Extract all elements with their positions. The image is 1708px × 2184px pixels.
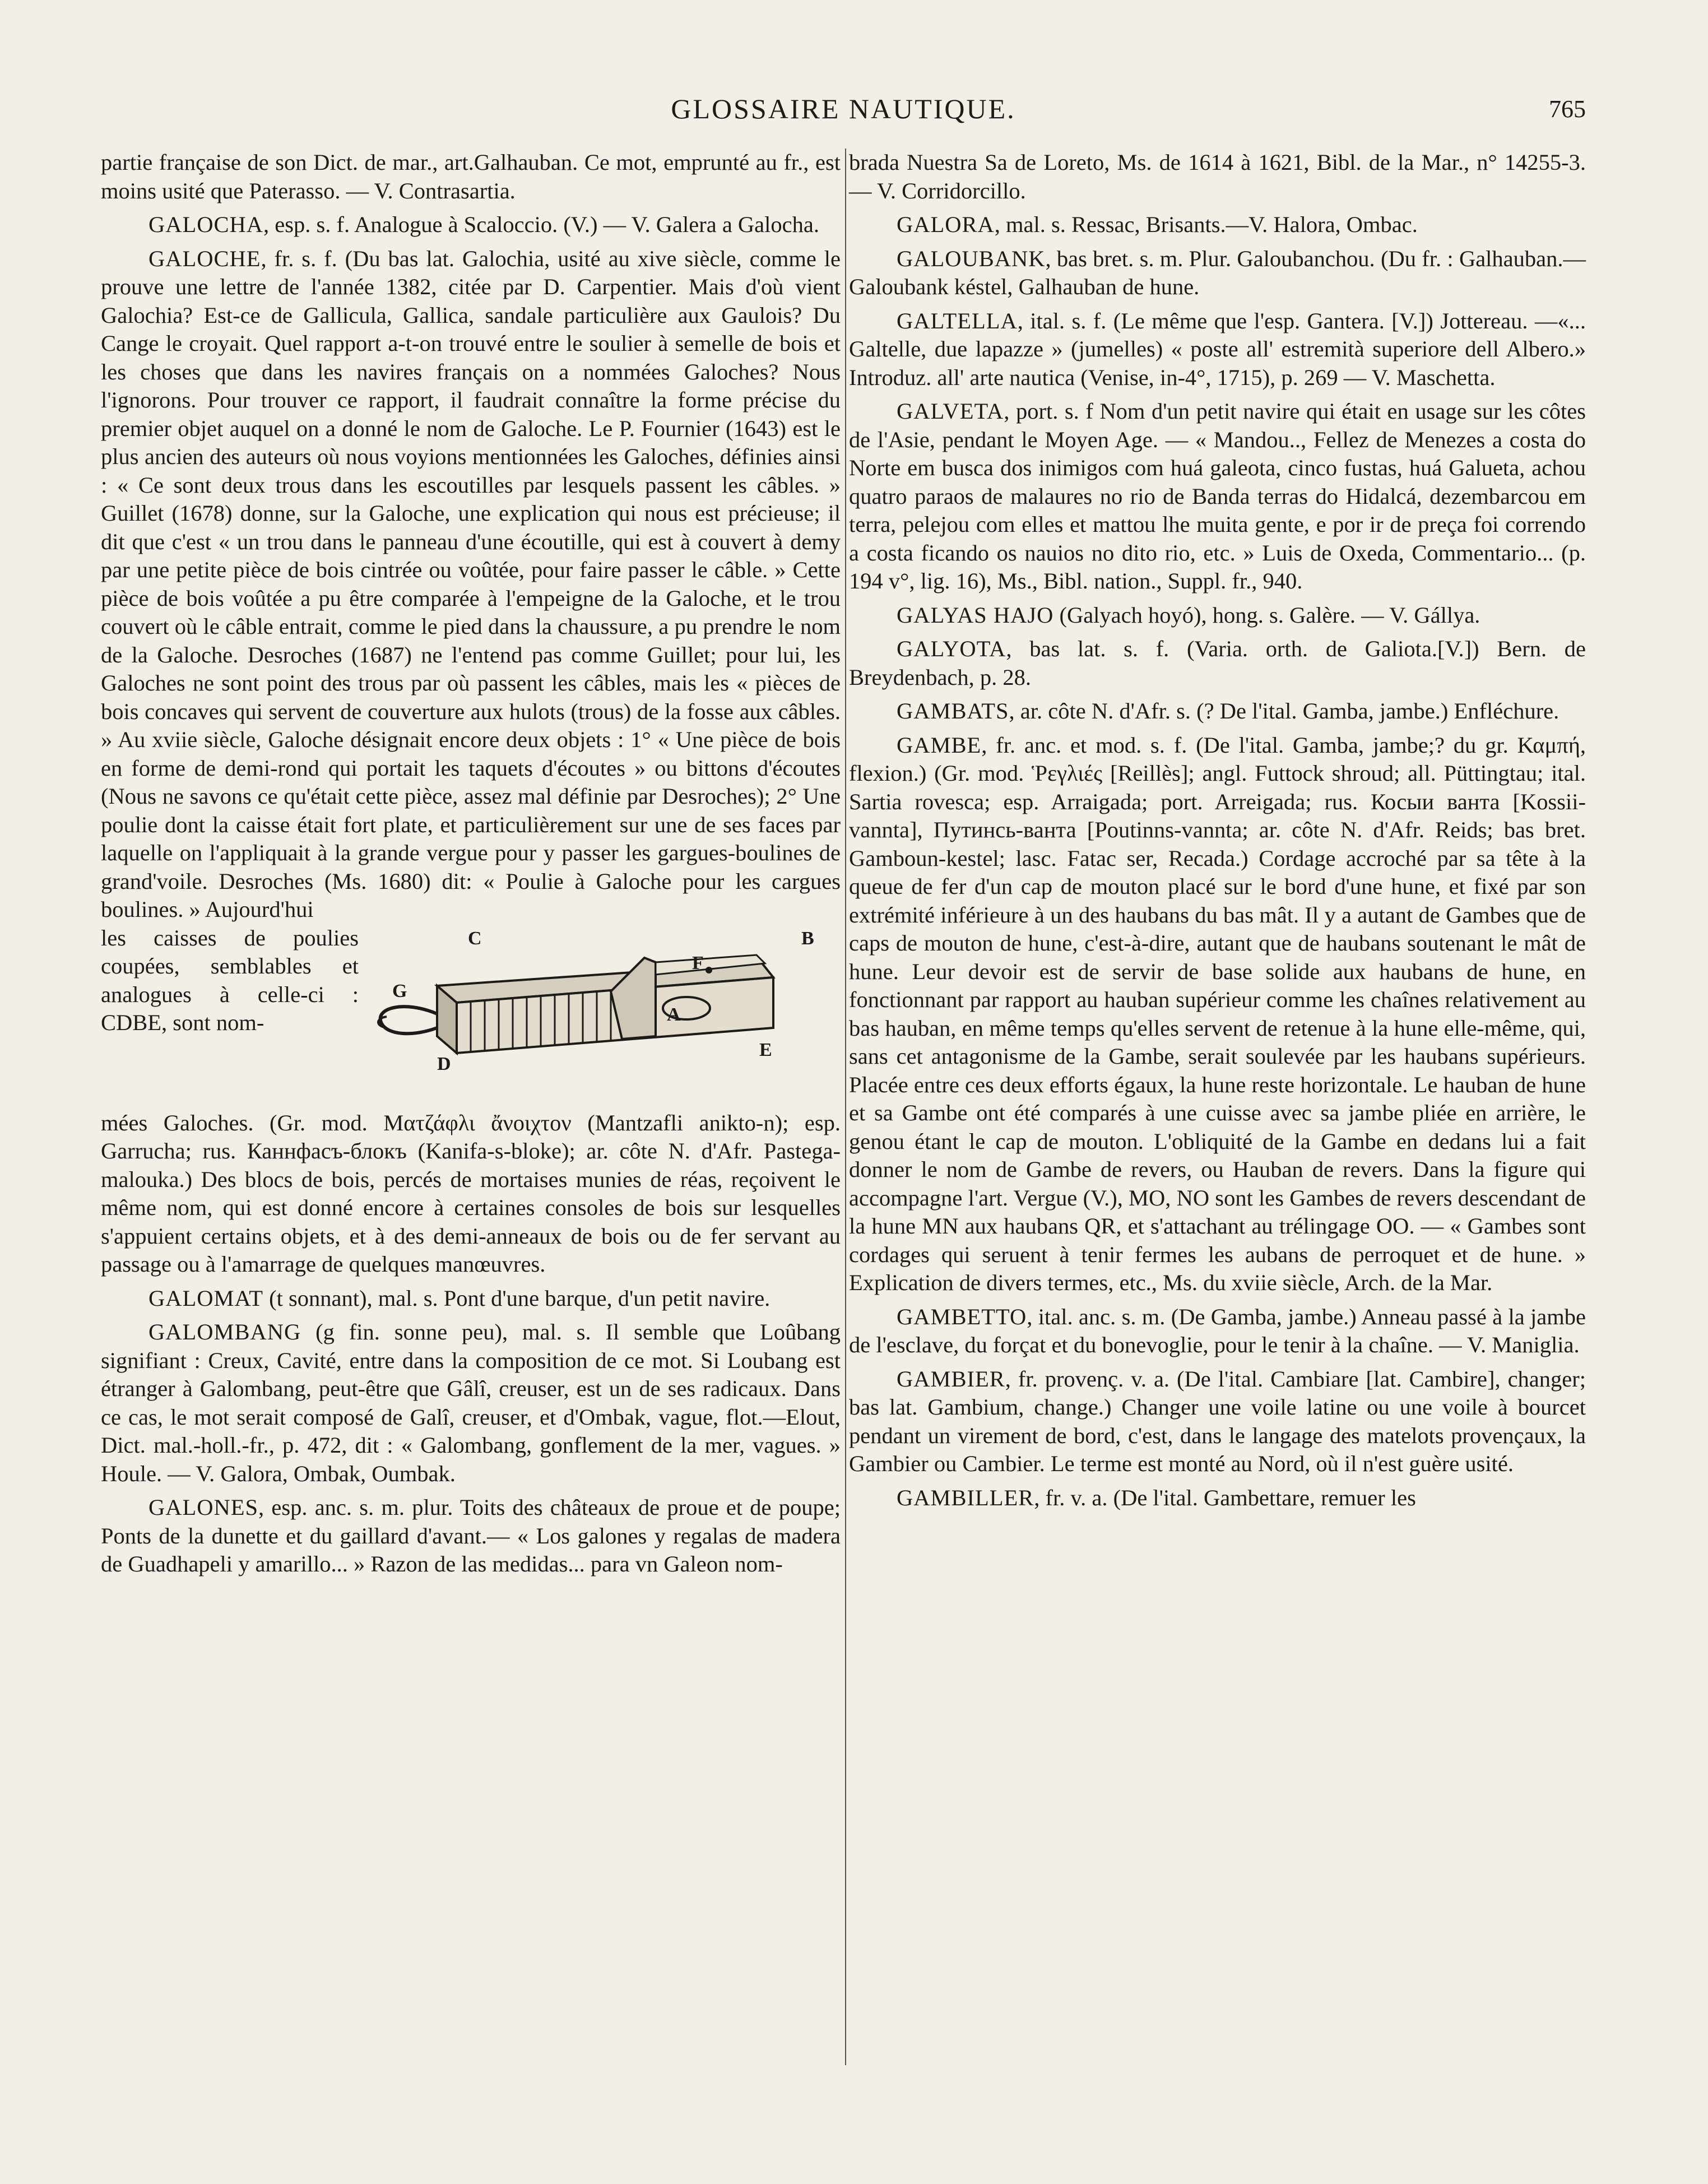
headword: GAMBIER	[897, 1366, 1005, 1392]
entry-galoche-continued: mées Galoches. (Gr. mod. Ματζάφλι ἄνοιχτον (Mantzafli anikto-n); esp. Garrucha; rus. Каннфасъ-блокъ (Kanifa-s-bloke); ar. côte N. d'Afr. Pastega-malouka.) Des blocs de bois, percés de mortaises munies de réas, reçoivent le même nom, qui est donné encore à certaines consoles de bois sur lesquelles s'appuient certains objets, et à des demi-anneaux de bois ou de fer servant au passage ou à l'amarrage de quelques manœuvres.	[101, 1110, 841, 1277]
headword: GAMBATS	[897, 698, 1009, 724]
headword: GALONES	[148, 1495, 258, 1520]
entry-body: (g fin. sonne peu), mal. s. Il semble que Loûbang signifiant : Creux, Cavité, entre dans la composition de ce mot. Si Loubang est étranger à Galombang, peut-être que Gâlî, creuser, est un de ses radicaux. Dans ce cas, le mot serait composé de Galî, creuser, et d'Ombak, vague, flot.—Elout, Dict. mal.-holl.-fr., p. 472, dit : « Galombang, gonflement de la mer, vagues. » Houle. — V. Galora, Ombak, Oumbak.	[101, 1319, 841, 1486]
entry-galoche	[101, 245, 841, 924]
entry-gambetto	[849, 1303, 1586, 1360]
entry-galoubank	[849, 245, 1586, 302]
entry-body: , mal. s. Ressac, Brisants.—V. Halora, Ombac.	[994, 212, 1418, 237]
entry-body: (Galyach hoyó), hong. s. Galère. — V. Gállya.	[1053, 602, 1480, 628]
entry-body: (t sonnant), mal. s. Pont d'une barque, d'un petit navire.	[263, 1285, 771, 1311]
page-number: 765	[1549, 95, 1586, 123]
entry-body: , ital. s. f. (Le même que l'esp. Gantera. [V.]) Jottereau. —«... Galtelle, due lapazze » (jumelles) « poste all' estremità superiore dell Albero.» Introduz. all' arte nautica (Venise, in-4°, 1715), p. 269 — V. Maschetta.	[849, 308, 1586, 390]
entry-galyas-hajo	[849, 601, 1586, 630]
right-column	[849, 149, 1586, 1518]
headword: GALOMBANG	[148, 1319, 301, 1344]
entry-galombang	[101, 1318, 841, 1488]
entry-body: , bas lat. s. f. (Varia. orth. de Galiota.[V.]) Bern. de Breydenbach, p. 28.	[849, 636, 1586, 690]
entry-body: , fr. provenç. v. a. (De l'ital. Cambiare [lat. Cambire], changer; bas lat. Gambium, change.) Changer une voile latine ou une voile à bourcet pendant un virement de bord, c'est, dans le langage des matelots provençaux, la Gambier ou Cambier. Le terme est monté au Nord, où il n'est guère usité.	[849, 1366, 1586, 1476]
entry-body: , ital. anc. s. m. (De Gamba, jambe.) Anneau passé à la jambe de l'esclave, du forçat et du bonevoglie, pour le tenir à la chaîne. — V. Maniglia.	[849, 1304, 1586, 1357]
entry-gambier	[849, 1365, 1586, 1478]
galoche-figure-block	[101, 924, 841, 1109]
entry-galveta	[849, 397, 1586, 596]
running-head: GLOSSAIRE NAUTIQUE.	[671, 93, 1016, 124]
entry-gambats	[849, 697, 1586, 726]
pin	[706, 967, 712, 973]
entry-body: , fr. s. f. (Du bas lat. Galochia, usité au xive siècle, comme le prouve une lettre de l'année 1382, citée par D. Carpentier. Mais d'où vient Galochia? Est-ce de Gallicula, Gallica, sandale particulière aux Gaulois? Du Cange le croyait. Quel rapport a-t-on trouvé entre le soulier à semelle de bois et les choses que dans les navires français on a nommées Galoches? Nous l'ignorons. Pour trouver ce rapport, il faudrait connaître la forme précise du premier objet auquel on a donné le nom de Galoche. Le P. Fournier (1643) est le plus ancien des auteurs où nous voyions mentionnées les Galoches, définies ainsi : « Ce sont deux trous dans les escoutilles par lesquels passent les câbles. » Guillet (1678) donne, sur la Galoche, une explication qui nous est précieuse; il dit que c'est « un trou dans le panneau d'une écoutille, qui est à couvert à demy par une petite pièce de bois cintrée ou voûtée, pour faire passer le câble. » Cette pièce de bois voûtée a pu être comparée à l'empeigne de la Galoche, et le trou couvert où le câble entrait, comme le pied dans la chaussure, a pu prendre le nom de la Galoche. Desroches (1687) ne l'entend pas comme Guillet; pour lui, les Galoches ne sont point des trous par où passent les câbles, mais les « pièces de bois concaves qui servent de couverture aux hulots (trous) de la fosse aux câbles. » Au xviie siècle, Galoche désignait encore deux objets : 1° « Une pièce de bois en forme de demi-rond qui portait les taquets d'écoutes » ou bittons d'écoutes (Nous ne savons ce qu'était cette pièce, assez mal définie par Desroches); 2° Une poulie dont la caisse était fort plate, et particulièrement sur une de ses faces par laquelle on l'appliquait à la grande vergue pour y passer les gargues-boulines de grand'voile. Desroches (Ms. 1680) dit: « Poulie à Galoche pour les cargues boulines. » Aujourd'hui	[101, 245, 841, 922]
entry-body: , ar. côte N. d'Afr. s. (? De l'ital. Gamba, jambe.) Enfléchure.	[1009, 698, 1560, 724]
entry-body: , fr. v. a. (De l'ital. Gambettare, remuer les	[1034, 1485, 1416, 1510]
label-f: F	[692, 952, 704, 973]
headword: GALVETA	[897, 398, 1004, 424]
label-a: A	[667, 1004, 681, 1025]
label-c: C	[468, 928, 482, 949]
headword: GALOUBANK	[897, 245, 1046, 271]
entry-body: , bas bret. s. m. Plur. Galoubanchou. (Du fr. : Galhauban.— Galoubank késtel, Galhauban de hune.	[849, 245, 1586, 299]
entry-continuation: partie française de son Dict. de mar., art.Galhauban. Ce mot, emprunté au fr., est moins usité que Paterasso. — V. Contrasartia.	[101, 150, 841, 203]
headword: GALYAS HAJO	[897, 602, 1054, 628]
entry-galones	[101, 1494, 841, 1579]
headword: GALTELLA	[897, 308, 1018, 333]
headword: GAMBE	[897, 732, 982, 758]
entry-gambiller	[849, 1484, 1586, 1513]
label-g: G	[392, 980, 407, 1001]
headword: GALOCHE	[148, 245, 261, 271]
entry-galyota	[849, 635, 1586, 692]
entry-galomat	[101, 1285, 841, 1313]
headword: GALYOTA	[897, 636, 1006, 661]
entry-gambe	[849, 731, 1586, 1297]
column-rule	[845, 149, 846, 2065]
galoche-pulley-figure	[342, 924, 846, 1103]
label-d: D	[437, 1053, 451, 1074]
left-column	[101, 149, 841, 1584]
entry-body: , esp. s. f. Analogue à Scaloccio. (V.) — V. Galera a Galocha.	[263, 212, 819, 237]
headword: GALOCHA	[148, 212, 263, 237]
label-b: B	[801, 928, 814, 949]
headword: GALOMAT	[148, 1285, 263, 1311]
entry-continuation: brada Nuestra Sa de Loreto, Ms. de 1614 à 1621, Bibl. de la Mar., n° 14255-3. — V. Corridorcillo.	[849, 150, 1586, 203]
entry-body: , esp. anc. s. m. plur. Toits des châteaux de proue et de poupe; Ponts de la dunette et du gaillard d'avant.— « Los galones y regalas de madera de Guadhapeli y amarillo... » Razon de las medidas... para vn Galeon nom-	[101, 1495, 841, 1576]
headword: GAMBILLER	[897, 1485, 1034, 1510]
rope-loop	[380, 1007, 437, 1033]
entry-galora	[849, 211, 1586, 239]
headword: GAMBETTO	[897, 1304, 1027, 1329]
label-e: E	[759, 1039, 772, 1060]
entry-galocha	[101, 211, 841, 239]
entry-galtella	[849, 307, 1586, 392]
figure-text: les caisses de poulies coupées, semblables et analogues à celle-ci : CDBE, sont nom-	[101, 925, 359, 1035]
page-header	[101, 92, 1586, 132]
entry-body: , port. s. f Nom d'un petit navire qui était en usage sur les côtes de l'Asie, pendant le Moyen Age. — « Mandou.., Fellez de Menezes a costa do Norte em busca dos inimigos com huá galeota, cinco fustas, huá Galueta, achou quatro paraos de malaures no rio de Banda terras do Hidalcá, dezembarcou em terra, pelejou com elles et mattou lhe muita gente, e por ir de preça foi correndo a costa ficando os nauios no dito rio, etc. » Luis de Oxeda, Commentario... (p. 194 v°, lig. 16), Ms., Bibl. nation., Suppl. fr., 940.	[849, 398, 1586, 593]
headword: GALORA	[897, 212, 995, 237]
figure-caption	[101, 924, 359, 1037]
entry-body: , fr. anc. et mod. s. f. (De l'ital. Gamba, jambe;? du gr. Καμπή, flexion.) (Gr. mod. Ῥεγλιές [Reillès]; angl. Futtock shroud; all. Püttingtau; ital. Sartia rovesca; esp. Arraigada; port. Arreigada; rus. Косыи ванта [Kossii-vannta], Путинсь-ванта [Poutinns-vannta; ar. côte N. d'Afr. Reids; bas bret. Gamboun-kestel; lasc. Fatac ser, Recada.) Cordage accroché par sa tête à la queue de fer d'un cap de mouton placé sur le bord d'une hune, et fixé par son extrémité inférieure à un des haubans du bas mât. Il y a autant de Gambes que de caps de mouton de hune, c'est-à-dire, autant que de haubans soutenant le mât de hune. Leur devoir est de servir de base solide aux haubans de hune, en fonctionnant par rapport au hauban supérieur comme les chaînes relativement au bas hauban, en même temps qu'elles servent de retenue à la hune elle-même, qui, sans cet antagonisme de la Gambe, serait soulevée par les haubans supérieurs. Placée entre ces deux efforts égaux, la hune reste horizontale. Le hauban de hune et sa Gambe ont été comparés à une cuisse avec sa jambe pliée en arrière, le genou étant le cap de mouton. L'obliquité de la Gambe en dedans lui a fait donner le nom de Gambe de revers, ou Hauban de revers. Dans la figure qui accompagne l'art. Vergue (V.), MO, NO sont les Gambes de revers descendant de la hune MN aux haubans QR, et s'attachant au trélingage OO. — « Gambes sont cordages qui seruent à tenir fermes les aubans de perroquet et de hune. » Explication de divers termes, etc., Ms. du xviie siècle, Arch. de la Mar.	[849, 732, 1586, 1295]
